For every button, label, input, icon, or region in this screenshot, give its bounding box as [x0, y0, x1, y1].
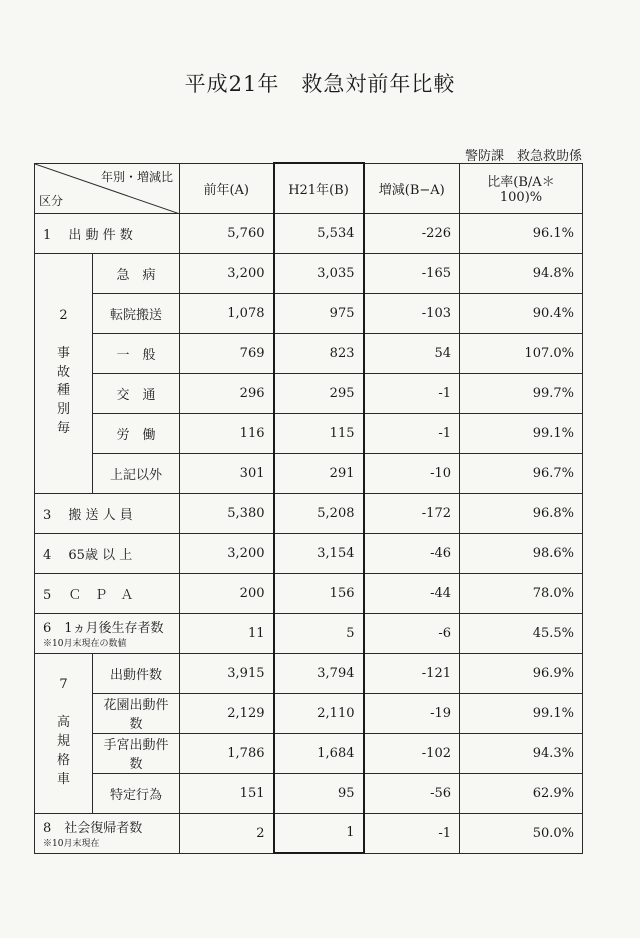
- ratio-value: 96.1%: [460, 213, 583, 253]
- ratio-value: 90.4%: [460, 293, 583, 333]
- prev-value: 296: [180, 373, 274, 413]
- row-label: 1 出 動 件 数: [35, 213, 180, 253]
- prev-value: 1,786: [180, 733, 274, 773]
- table-row: [35, 613, 583, 653]
- ratio-value: 99.1%: [460, 693, 583, 733]
- header-prev: 前年(A): [180, 163, 274, 213]
- row-label-text: 6 1ヵ月後生存者数: [43, 621, 164, 636]
- cur-value: 1,684: [274, 733, 364, 773]
- diff-value: -44: [364, 573, 460, 613]
- department-label: 警防課 救急救助係: [464, 149, 582, 164]
- table-row: [35, 813, 583, 853]
- table-row: [35, 373, 583, 413]
- cur-value: 3,035: [274, 253, 364, 293]
- prev-value: 200: [180, 573, 274, 613]
- table-row: [35, 773, 583, 813]
- ratio-value: 94.3%: [460, 733, 583, 773]
- table-row: [35, 693, 583, 733]
- prev-value: 2: [180, 813, 274, 853]
- header-diagonal-cell: [35, 163, 180, 213]
- page-title: 平成21年 救急対前年比較: [184, 72, 456, 96]
- cur-value: 3,794: [274, 653, 364, 693]
- row-label: [35, 813, 180, 853]
- prev-value: 11: [180, 613, 274, 653]
- table-row: [35, 453, 583, 493]
- row-label: 転院搬送: [93, 293, 180, 333]
- cur-value: 5,208: [274, 493, 364, 533]
- ratio-value: 62.9%: [460, 773, 583, 813]
- cur-value: 115: [274, 413, 364, 453]
- row-label: 4 65歳 以 上: [35, 533, 180, 573]
- diff-value: -46: [364, 533, 460, 573]
- prev-value: 1,078: [180, 293, 274, 333]
- group-high-spec-vehicle-label: 7 高 規 格 車: [35, 653, 93, 813]
- diff-value: 54: [364, 333, 460, 373]
- row-label: 労 働: [93, 413, 180, 453]
- ratio-value: 78.0%: [460, 573, 583, 613]
- table-row: [35, 333, 583, 373]
- cur-value: 1: [274, 813, 364, 853]
- diff-value: -226: [364, 213, 460, 253]
- prev-value: 3,200: [180, 253, 274, 293]
- cur-value: 291: [274, 453, 364, 493]
- ratio-value: 50.0%: [460, 813, 583, 853]
- prev-value: 301: [180, 453, 274, 493]
- row-label: 3 搬 送 人 員: [35, 493, 180, 533]
- row-label-text: 8 社会復帰者数: [43, 821, 143, 836]
- cur-value: 156: [274, 573, 364, 613]
- cur-value: 2,110: [274, 693, 364, 733]
- row-note: ※10月末現在の数値: [43, 639, 127, 649]
- diff-value: -172: [364, 493, 460, 533]
- diff-value: -102: [364, 733, 460, 773]
- row-note: ※10月末現在: [43, 839, 100, 849]
- diff-value: -165: [364, 253, 460, 293]
- cur-value: 975: [274, 293, 364, 333]
- ratio-value: 99.1%: [460, 413, 583, 453]
- header-ratio: 比率(B/A＊100)%: [460, 163, 583, 213]
- row-label: 特定行為: [93, 773, 180, 813]
- prev-value: 5,760: [180, 213, 274, 253]
- group-accident-type-label: 2 事 故 種 別 毎: [35, 253, 93, 493]
- diff-value: -10: [364, 453, 460, 493]
- ratio-value: 96.7%: [460, 453, 583, 493]
- table-row: [35, 533, 583, 573]
- diff-value: -1: [364, 373, 460, 413]
- diff-value: -56: [364, 773, 460, 813]
- ratio-value: 45.5%: [460, 613, 583, 653]
- header-cur: H21年(B): [274, 163, 364, 213]
- cur-value: 3,154: [274, 533, 364, 573]
- row-label: 出動件数: [93, 653, 180, 693]
- header-diff: 増減(B−A): [364, 163, 460, 213]
- cur-value: 295: [274, 373, 364, 413]
- row-label: [35, 613, 180, 653]
- header-year-ratio: 年別・増減比: [100, 169, 173, 184]
- prev-value: 2,129: [180, 693, 274, 733]
- table-row: [35, 293, 583, 333]
- table-row: [35, 213, 583, 253]
- diff-value: -1: [364, 813, 460, 853]
- ratio-value: 99.7%: [460, 373, 583, 413]
- prev-value: 3,200: [180, 533, 274, 573]
- prev-value: 3,915: [180, 653, 274, 693]
- diff-value: -103: [364, 293, 460, 333]
- prev-value: 116: [180, 413, 274, 453]
- cur-value: 5,534: [274, 213, 364, 253]
- cur-value: 823: [274, 333, 364, 373]
- ratio-value: 96.9%: [460, 653, 583, 693]
- diff-value: -121: [364, 653, 460, 693]
- row-label: 急 病: [93, 253, 180, 293]
- header-row: [35, 163, 583, 213]
- table-row: [35, 253, 583, 293]
- table-row: [35, 573, 583, 613]
- table-row: [35, 733, 583, 773]
- row-label: 手宮出動件数: [93, 733, 180, 773]
- ratio-value: 107.0%: [460, 333, 583, 373]
- cur-value: 5: [274, 613, 364, 653]
- row-label: 上記以外: [93, 453, 180, 493]
- row-label: 一 般: [93, 333, 180, 373]
- cur-value: 95: [274, 773, 364, 813]
- table-row: [35, 413, 583, 453]
- prev-value: 5,380: [180, 493, 274, 533]
- table-row: [35, 653, 583, 693]
- comparison-table: [34, 162, 583, 854]
- ratio-value: 98.6%: [460, 533, 583, 573]
- table-row: [35, 493, 583, 533]
- header-category: 区分: [39, 193, 64, 208]
- row-label: 5 Ｃ Ｐ Ａ: [35, 573, 180, 613]
- diff-value: -19: [364, 693, 460, 733]
- prev-value: 151: [180, 773, 274, 813]
- ratio-value: 94.8%: [460, 253, 583, 293]
- row-label: 交 通: [93, 373, 180, 413]
- diff-value: -1: [364, 413, 460, 453]
- diff-value: -6: [364, 613, 460, 653]
- row-label: 花園出動件数: [93, 693, 180, 733]
- ratio-value: 96.8%: [460, 493, 583, 533]
- prev-value: 769: [180, 333, 274, 373]
